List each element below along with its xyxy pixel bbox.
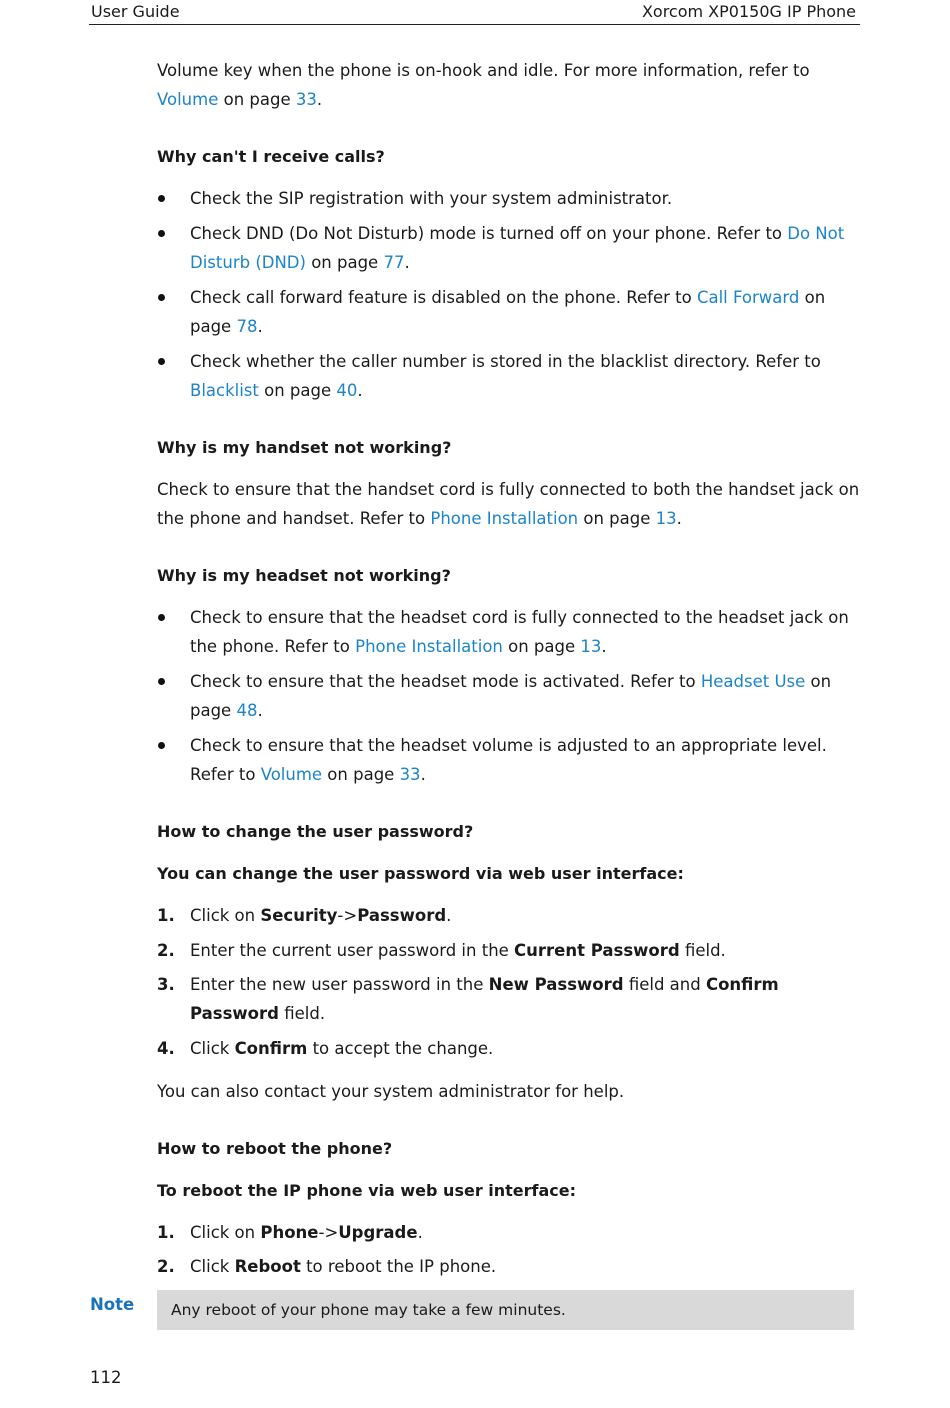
list-item: Check to ensure that the headset cord is fully connected to the headset jack on the phone. Refer to Phone Installation on page 13. (157, 603, 867, 661)
bullet-icon (158, 294, 165, 301)
bullet-icon (158, 614, 165, 621)
list-item: Check DND (Do Not Disturb) mode is turned off on your phone. Refer to Do Not Disturb (DND) on page 77. (157, 219, 867, 277)
link-call-forward[interactable]: Call Forward (696, 288, 800, 307)
step-item: 2. Click Reboot to reboot the IP phone. (157, 1257, 497, 1277)
header-doc-type: User Guide (91, 2, 180, 21)
step-item: 4. Click Confirm to accept the change. (157, 1038, 494, 1058)
step-item: 2. Enter the current user password in the Current Password field. (157, 940, 726, 960)
step-item: 1. Click on Security->Password. (157, 906, 452, 925)
link-page[interactable]: 77 (383, 253, 405, 272)
header-product-name: Xorcom XP0150G IP Phone (641, 2, 856, 21)
list-item: Check to ensure that the headset volume is adjusted to an appropriate level. Refer to Volume on page 33. (157, 731, 867, 789)
link-volume[interactable]: Volume (260, 765, 323, 784)
bullet-list-headset (157, 603, 867, 789)
question-reboot: How to reboot the phone? (157, 1138, 393, 1158)
list-item: Check to ensure that the headset mode is activated. Refer to Headset Use on page 48. (157, 667, 867, 725)
list-item: Check whether the caller number is stored in the blacklist directory. Refer to Blacklist on page 40. (157, 347, 867, 405)
bullet-icon (158, 358, 165, 365)
subheading-change-password: You can change the user password via web user interface: (157, 864, 684, 883)
link-dnd[interactable]: Do Not Disturb (DND) (190, 224, 845, 272)
link-page[interactable]: 48 (236, 701, 258, 720)
step-item: 1. Click on Phone->Upgrade. (157, 1222, 423, 1242)
steps-reboot (157, 1218, 867, 1282)
link-page[interactable]: 33 (399, 765, 421, 784)
main-content (157, 56, 867, 1295)
subheading-reboot: To reboot the IP phone via web user interface: (157, 1180, 577, 1200)
link-page[interactable]: 13 (580, 637, 602, 656)
bullet-icon (158, 195, 165, 202)
list-item: Check the SIP registration with your system administrator. (157, 184, 867, 213)
question-change-password: How to change the user password? (157, 822, 474, 841)
bullet-icon (158, 230, 165, 237)
handset-paragraph: Check to ensure that the handset cord is fully connected to both the handset jack on the phone and handset. Refer to Phone Installation on page 13. (157, 480, 860, 528)
link-phone-installation[interactable]: Phone Installation (430, 509, 579, 528)
question-headset: Why is my headset not working? (157, 566, 451, 585)
step-item: 3. Enter the new user password in the New Password field and Confirm Password field. (157, 975, 779, 1024)
list-item: Check call forward feature is disabled on the phone. Refer to Call Forward on page 78. (157, 283, 867, 341)
link-volume[interactable]: Volume (157, 90, 219, 109)
question-handset: Why is my handset not working? (157, 438, 452, 457)
bullet-icon (158, 742, 165, 749)
bullet-icon (158, 678, 165, 685)
steps-change-password (157, 901, 867, 1063)
note-box: Any reboot of your phone may take a few minutes. (157, 1290, 854, 1330)
bullet-list-receive-calls (157, 184, 867, 405)
link-page[interactable]: 40 (336, 381, 358, 400)
note-label: Note (90, 1295, 135, 1314)
link-page[interactable]: 13 (655, 509, 677, 528)
link-page[interactable]: 78 (236, 317, 258, 336)
intro-paragraph: Volume key when the phone is on-hook and idle. For more information, refer to Volume on page 33. (157, 61, 810, 109)
link-blacklist[interactable]: Blacklist (190, 381, 259, 400)
link-phone-installation[interactable]: Phone Installation (355, 637, 503, 656)
link-page[interactable]: 33 (295, 90, 317, 109)
page-header (89, 0, 860, 25)
contact-admin-text: You can also contact your system administrator for help. (157, 1081, 625, 1101)
link-headset-use[interactable]: Headset Use (700, 672, 806, 691)
question-receive-calls: Why can't I receive calls? (157, 147, 385, 166)
page-number: 112 (90, 1368, 122, 1387)
